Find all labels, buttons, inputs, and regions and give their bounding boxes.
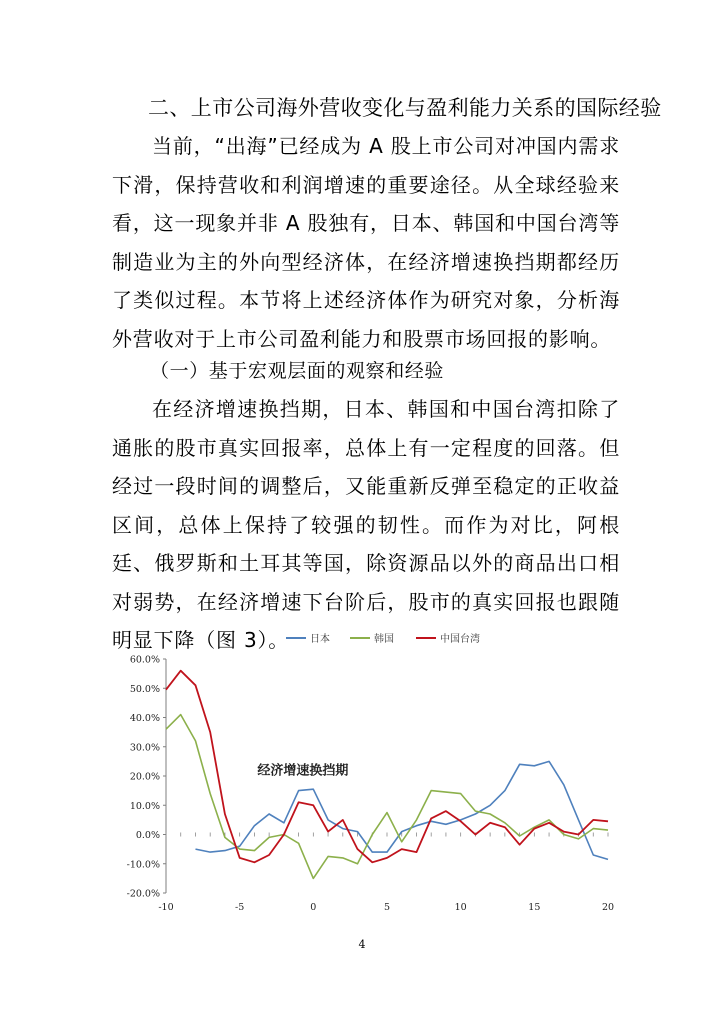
- series-line-2: [166, 715, 608, 879]
- page-number: 4: [358, 938, 366, 951]
- legend-label-1: 日本: [310, 634, 330, 645]
- y-tick-label: 10.0%: [129, 800, 160, 812]
- y-tick-label: 40.0%: [129, 713, 160, 724]
- x-tick-label: -10: [158, 902, 174, 913]
- x-tick-label: 15: [528, 902, 541, 913]
- y-tick-label: 50.0%: [129, 683, 160, 695]
- subsection-heading: （一）基于宏观层面的观察和经验: [150, 360, 445, 382]
- x-tick-label: 20: [601, 902, 615, 913]
- x-tick-label: -5: [235, 902, 245, 913]
- x-tick-label: 5: [383, 902, 391, 913]
- y-tick-label: -10.0%: [126, 859, 160, 871]
- y-tick-label: 20.0%: [129, 771, 160, 783]
- chart-annotation: 经济增速换挡期: [257, 763, 349, 779]
- paragraph-1: 当前，“出海”已经成为 A 股上市公司对冲国内需求下滑，保持营收和利润增速的重要途径。从全球经验来看，这一现象并非 A 股独有，日本、韩国和中国台湾等制造业为主的外向型经济体，在经济增速换挡期都经历了类似过程。本节将上述经济体作为研究对象，分析海外营收对于上市公司盈利能力和股票市场回报的影响。: [112, 134, 620, 351]
- legend-label-2: 韩国: [374, 634, 394, 645]
- stock-return-chart: [108, 626, 628, 918]
- y-tick-label: 60.0%: [129, 654, 160, 666]
- x-tick-label: 10: [454, 902, 467, 913]
- y-tick-label: -20.0%: [126, 888, 160, 900]
- legend-label-3: 中国台湾: [440, 634, 480, 645]
- section-heading: 二、上市公司海外营收变化与盈利能力关系的国际经验: [148, 96, 662, 120]
- y-tick-label: 0.0%: [135, 830, 160, 841]
- paragraph-2: 在经济增速换挡期，日本、韩国和中国台湾扣除了通胀的股市真实回报率，总体上有一定程度的回落。但经过一段时间的调整后，又能重新反弹至稳定的正收益区间，总体上保持了较强的韧性。而作为对比，阿根廷、俄罗斯和土耳其等国，除资源品以外的商品出口相对弱势，在经济增速下台阶后，股市的真实回报也跟随明显下降（图 3）。: [112, 397, 620, 652]
- y-tick-label: 30.0%: [129, 742, 160, 754]
- x-tick-label: 0: [310, 902, 317, 913]
